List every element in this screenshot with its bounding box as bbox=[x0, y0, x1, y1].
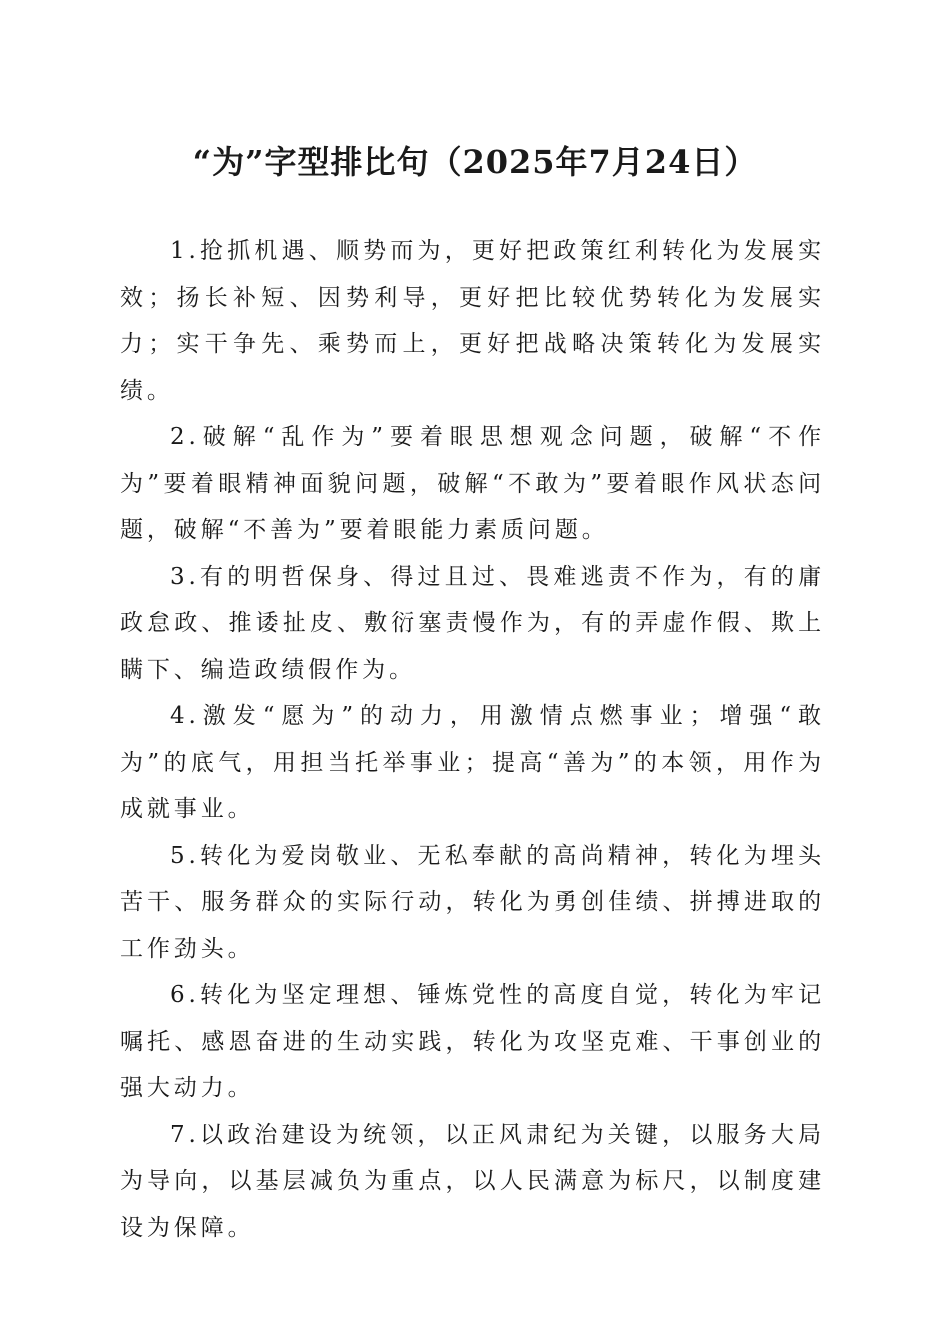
paragraph-2: 2.破解“乱作为”要着眼思想观念问题，破解“不作为”要着眼精神面貌问题，破解“不敢为”要着眼作风状态问题，破解“不善为”要着眼能力素质问题。 bbox=[120, 424, 825, 543]
paragraph-1: 1.抢抓机遇、顺势而为，更好把政策红利转化为发展实效；扬长补短、因势利导，更好把比较优势转化为发展实力；实干争先、乘势而上，更好把战略决策转化为发展实绩。 bbox=[120, 238, 825, 404]
paragraph-4: 4.激发“愿为”的动力，用激情点燃事业；增强“敢为”的底气，用担当托举事业；提高“善为”的本领，用作为成就事业。 bbox=[120, 703, 825, 822]
paragraph-3: 3.有的明哲保身、得过且过、畏难逃责不作为，有的庸政怠政、推诿扯皮、敷衍塞责慢作为，有的弄虚作假、欺上瞒下、编造政绩假作为。 bbox=[120, 563, 825, 683]
paragraph-6: 6.转化为坚定理想、锤炼党性的高度自觉，转化为牢记嘱托、感恩奋进的生动实践，转化为攻坚克难、干事创业的强大动力。 bbox=[120, 982, 825, 1101]
paragraph-5: 5.转化为爱岗敬业、无私奉献的高尚精神，转化为埋头苦干、服务群众的实际行动，转化为勇创佳绩、拼搏进取的工作劲头。 bbox=[120, 842, 825, 962]
paragraph-7: 7.以政治建设为统领，以正风肃纪为关键，以服务大局为导向，以基层减负为重点，以人民满意为标尺，以制度建设为保障。 bbox=[120, 1121, 825, 1241]
document-body bbox=[120, 228, 825, 1251]
document-title: “为”字型排比句（2025年7月24日） bbox=[192, 143, 758, 181]
